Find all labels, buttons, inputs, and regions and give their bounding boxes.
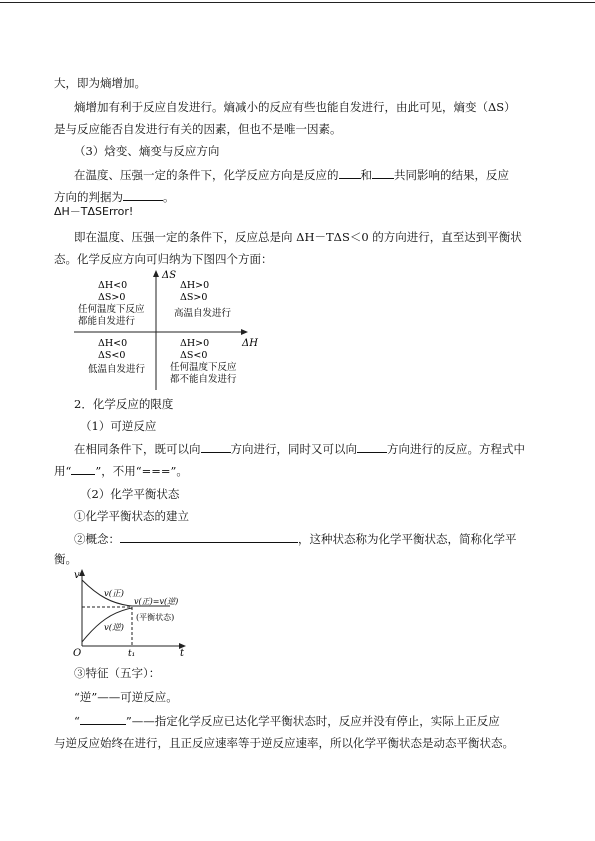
text-fragment: ，这种状态称为化学平衡状态，简称化学平 (298, 532, 517, 546)
text-line-16 (74, 531, 517, 547)
equilibrium-label: (平衡状态) (136, 613, 175, 622)
text-line-8: 即在温度、压强一定的条件下，反应总是向 ΔH－TΔS＜0 的方向进行，直至达到平衡状 (74, 230, 522, 244)
text-line-17: 衡。 (54, 552, 77, 566)
text-fragment: 方向的判据为 (54, 190, 123, 204)
fill-blank[interactable] (120, 531, 298, 543)
x-arrow-icon (241, 329, 248, 335)
origin-label: O (73, 648, 82, 658)
text-line-2: 熵增加有利于反应自发进行。熵减小的反应有些也能自发进行，由此可见，熵变（ΔS） (74, 100, 516, 114)
top-rule (0, 2, 595, 3)
fill-blank[interactable] (123, 189, 163, 201)
text-fragment: ”，不用“===”。 (95, 464, 188, 478)
text-fragment: 在温度、压强一定的条件下，化学反应方向是反应的 (74, 168, 339, 182)
text-line-5 (74, 167, 509, 183)
text-line-19: “逆”——可逆反应。 (74, 690, 178, 704)
y-axis-label: v (74, 570, 80, 581)
text-line-3: 是与反应能否自发进行有关的因素，但也不是唯一因素。 (54, 122, 342, 136)
text-line-20 (74, 713, 500, 729)
q-top-left-text-2: 都能自发进行 (78, 316, 136, 327)
q-bottom-right-cond-1: ΔH>0 (180, 338, 210, 349)
q-bottom-left-cond-1: ΔH<0 (98, 338, 128, 349)
text-fragment: 用“ (54, 464, 72, 478)
q-bottom-right-text-2: 都不能自发进行 (170, 374, 237, 385)
text-fragment: “ (74, 714, 80, 728)
q-bottom-right-cond-2: ΔS<0 (180, 350, 208, 361)
x-axis-label: ΔH (242, 338, 258, 349)
text-fragment: 在相同条件下，既可以向 (74, 442, 201, 456)
text-line-9: 态。化学反应方向可归纳为下图四个方面： (54, 252, 273, 266)
text-fragment: 共同影响的结果，反应 (394, 168, 509, 182)
section-heading-2-1: （1）可逆反应 (80, 419, 157, 433)
y-axis-label: ΔS (162, 270, 177, 281)
fill-blank[interactable] (71, 463, 95, 475)
text-fragment: 和 (360, 168, 372, 182)
q-bottom-left-cond-2: ΔS<0 (98, 350, 126, 361)
text-fragment: 方向进行，同时又可以向 (230, 442, 357, 456)
error-line: ΔH－TΔSError! (54, 205, 134, 218)
text-fragment: ”——指定化学反应已达化学平衡状态时，反应并没有停止，实际上正反应 (125, 714, 500, 728)
equal-rate-label: v(正)=v(逆) (134, 597, 179, 606)
forward-rate-label: v(正) (104, 589, 124, 599)
fill-blank[interactable] (201, 441, 231, 453)
section-heading-3: （3）焓变、熵变与反应方向 (74, 144, 220, 158)
q-bottom-left-text-1: 低温自发进行 (88, 364, 146, 375)
q-top-left-cond-2: ΔS>0 (98, 292, 126, 303)
fill-blank[interactable] (372, 167, 394, 179)
q-top-right-text-1: 高温自发进行 (174, 308, 232, 319)
text-line-12 (74, 441, 525, 457)
reverse-rate-label: v(逆) (104, 623, 124, 633)
q-top-left-text-1: 任何温度下反应 (78, 304, 145, 315)
text-line-6 (54, 189, 175, 205)
fill-blank[interactable] (357, 441, 387, 453)
text-line-1: 大，即为熵增加。 (54, 76, 146, 90)
text-fragment: ②概念： (74, 532, 120, 546)
quadrant-figure (70, 266, 270, 394)
y-arrow-icon (79, 569, 85, 576)
text-line-15: ①化学平衡状态的建立 (74, 509, 189, 523)
q-top-right-cond-2: ΔS>0 (180, 292, 208, 303)
fill-blank[interactable] (80, 713, 126, 725)
q-top-left-cond-1: ΔH<0 (98, 280, 128, 291)
fill-blank[interactable] (339, 167, 361, 179)
text-line-21: 与逆反应始终在进行，且正反应速率等于逆反应速率，所以化学平衡状态是动态平衡状态。 (54, 736, 514, 750)
text-line-13 (54, 463, 188, 479)
y-arrow-icon (153, 270, 159, 277)
text-line-18: ③特征（五字）： (74, 666, 161, 680)
section-heading-2: 2．化学反应的限度 (74, 397, 174, 411)
t1-label: t₁ (128, 649, 136, 658)
q-bottom-right-text-1: 任何温度下反应 (170, 362, 237, 373)
x-axis-label: t (180, 648, 185, 658)
rate-figure (70, 566, 190, 658)
text-fragment: 。 (163, 190, 175, 204)
q-top-right-cond-1: ΔH>0 (180, 280, 210, 291)
section-heading-2-2: （2）化学平衡状态 (80, 487, 180, 501)
text-fragment: 方向进行的反应。方程式中 (387, 442, 525, 456)
